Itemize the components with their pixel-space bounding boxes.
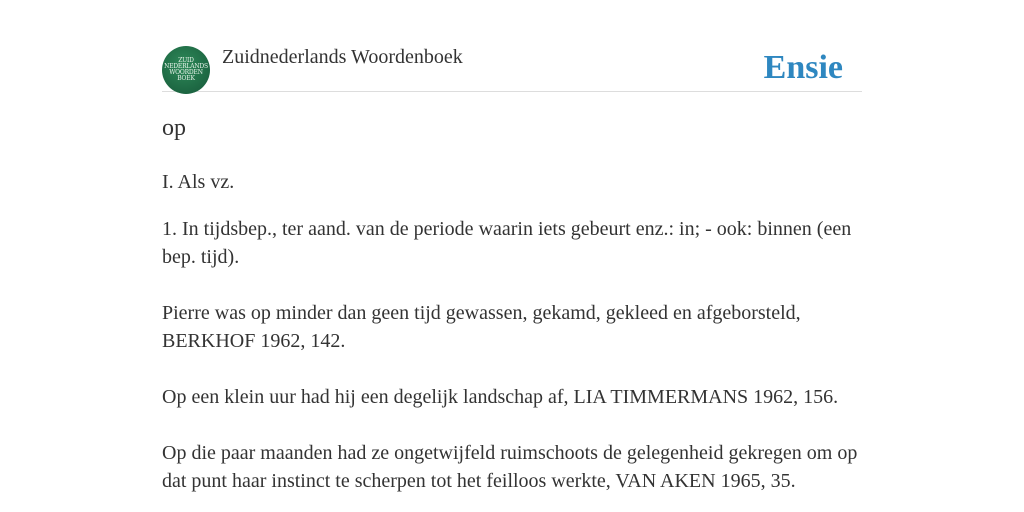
brand-logo-link[interactable]: Ensie [763,49,843,86]
logo-line: WOORDEN [169,69,203,76]
site-header [162,40,862,92]
logo-line: ZUID [178,57,194,64]
entry-example: Op die paar maanden had ze ongetwijfeld ruimschoots de gelegenheid gekregen om op dat punt haar instinct te scherpen tot het feilloos werkte, VAN AKEN 1965, 35. [162,442,858,492]
entry-example: Pierre was op minder dan geen tijd gewassen, gekamd, gekleed en afgeborsteld, BERKHOF 1962, 142. [162,302,801,352]
entry-section-label: I. Als vz. [162,171,235,193]
entry-definition: 1. In tijdsbep., ter aand. van de periode waarin iets gebeurt enz.: in; - ook: binnen (een bep. tijd). [162,218,852,268]
site-logo[interactable] [162,46,210,94]
logo-line: NEDERLANDS [164,63,208,70]
entry-example: Op een klein uur had hij een degelijk landschap af, LIA TIMMERMANS 1962, 156. [162,386,839,408]
entry-headword: op [162,115,186,141]
entry-body [162,168,862,512]
site-title-link[interactable]: Zuidnederlands Woordenboek [222,46,463,68]
logo-line: BOEK [177,75,195,82]
